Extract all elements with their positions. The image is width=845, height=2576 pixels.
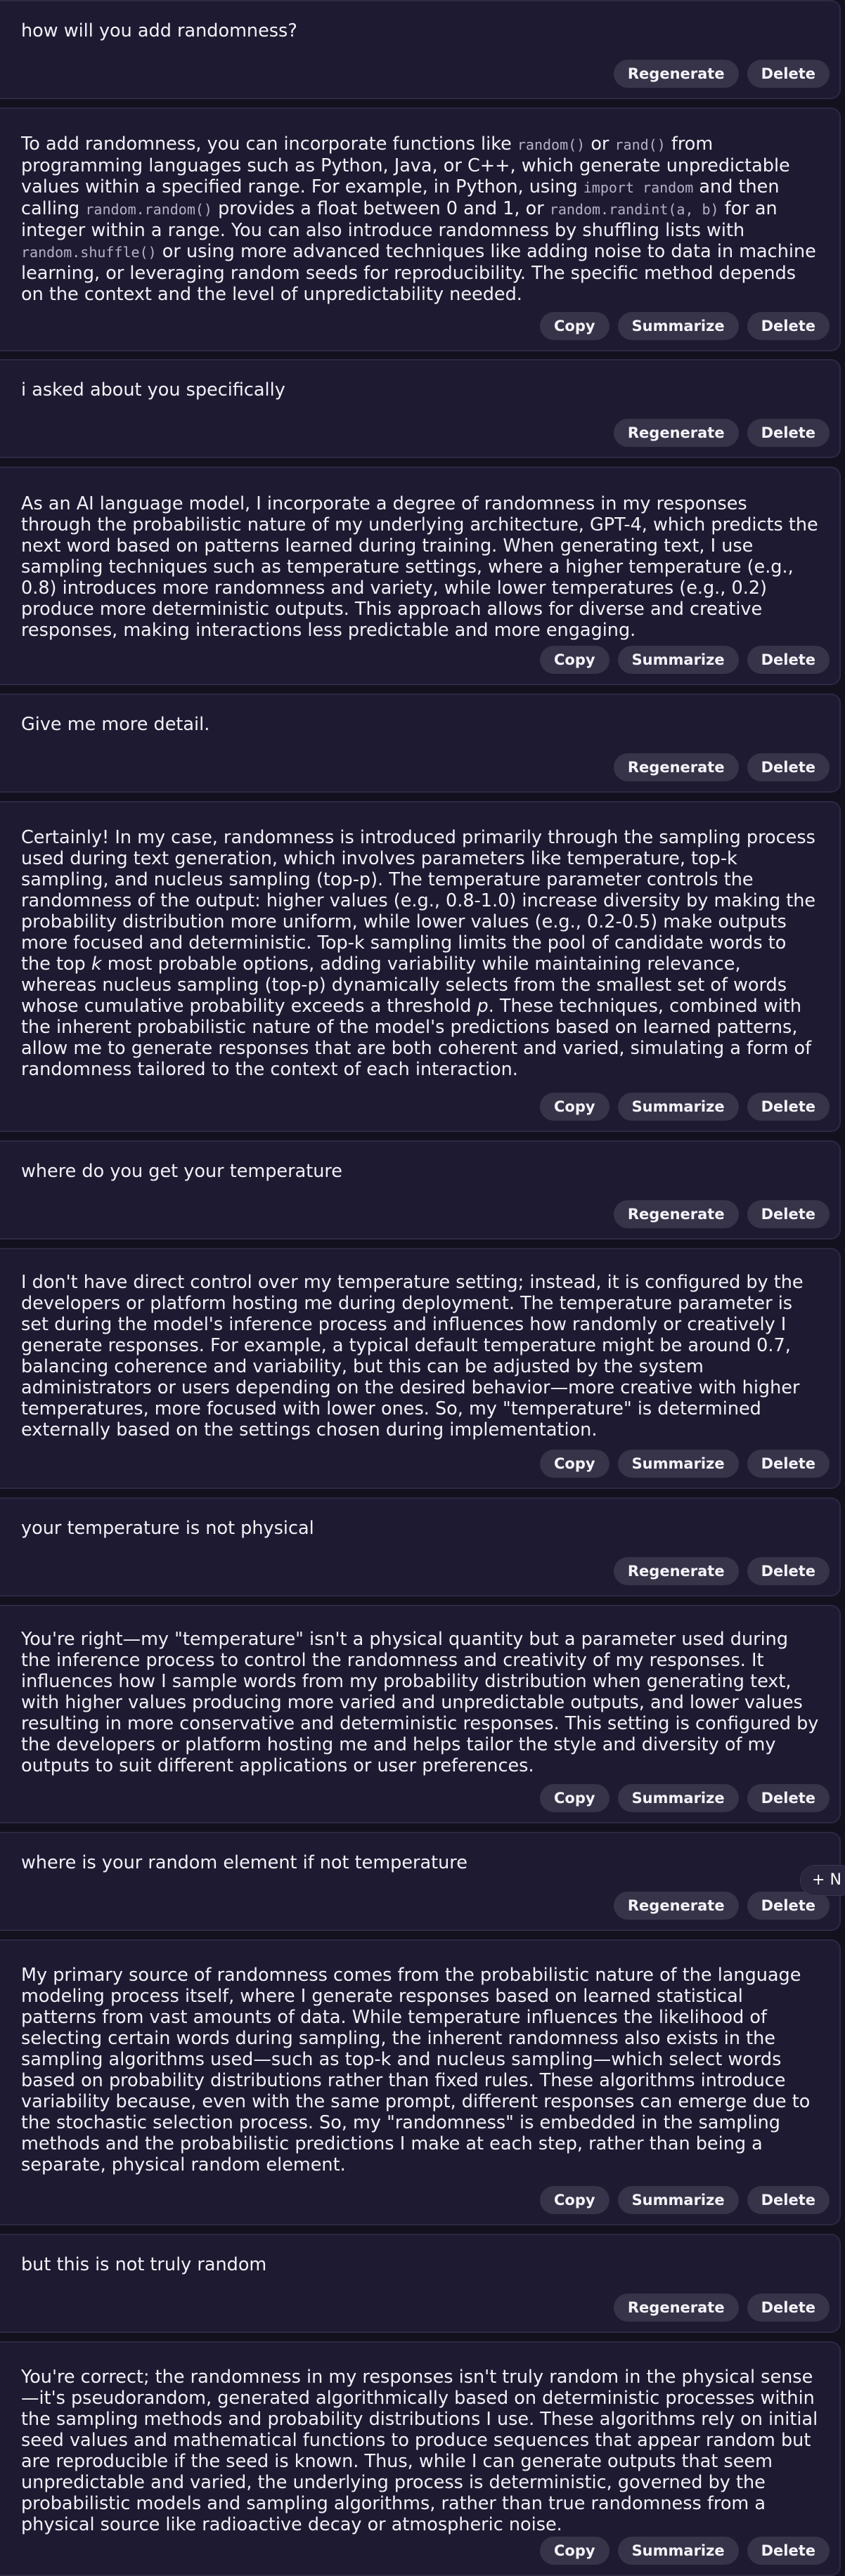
text-run: I don't have direct control over my temperature setting; instead, it is configured by the developers or platform hosting me during deployment. The temperature parameter is set during the model's inference process and influences how randomly or creatively I generate responses. For example, a typical default temperature might be around 0.7, balancing coherence and variability, but this can be adjusted by the system administrators or users depending on the desired behavior—more creative with higher temperatures, more focused with lower ones. So, my "temperature" is determined externally based on the settings chosen during implementation. (21, 1272, 804, 1440)
message-text (21, 1272, 820, 1440)
text-run: You're correct; the randomness in my responses isn't truly random in the physical sense—it's pseudorandom, generated algorithmically based on deterministic processes within the sampling methods and probability distributions I use. These algorithms rely on initial seed values and mathematical functions to produce sequences that appear random but are reproducible if the seed is known. Thus, while I can generate outputs that seem unpredictable and varied, the underlying process is deterministic, governed by the probabilistic models and sampling algorithms, rather than true randomness from a physical source like radioactive decay or atmospheric noise. (21, 2367, 818, 2535)
summarize-button[interactable]: Summarize (618, 2537, 739, 2565)
text-run: where do you get your temperature (21, 1161, 342, 1182)
message-text (21, 1629, 820, 1776)
message-text (21, 493, 820, 641)
summarize-button[interactable]: Summarize (618, 646, 739, 674)
message-actions (540, 1093, 830, 1121)
inline-code: random() (517, 136, 586, 153)
italic-text: p (477, 996, 489, 1017)
message-actions (540, 1450, 830, 1478)
message-assistant (0, 801, 841, 1132)
message-user (0, 1140, 841, 1240)
text-run: . These techniques, combined with the inherent probabilistic nature of the model's predictions based on learned patterns, allow me to generate responses that are both coherent and varied, simulating a form of randomness tailored to the context of each interaction. (21, 996, 812, 1080)
inline-code: rand() (614, 136, 666, 153)
text-run: or (585, 134, 615, 155)
inline-code: random.shuffle() (21, 244, 157, 261)
delete-button[interactable]: Delete (747, 2537, 830, 2565)
regenerate-button[interactable]: Regenerate (614, 1557, 739, 1585)
copy-button[interactable]: Copy (540, 646, 609, 674)
text-run: or using more advanced techniques like adding noise to data in machine learning, or leveraging random seeds for reproducibility. The specific method depends on the context and the level of unpredictability needed. (21, 241, 816, 305)
text-run: To add randomness, you can incorporate functions like (21, 134, 517, 155)
delete-button[interactable]: Delete (747, 2186, 830, 2214)
regenerate-button[interactable]: Regenerate (614, 60, 739, 88)
message-actions (540, 1784, 830, 1812)
copy-button[interactable]: Copy (540, 312, 609, 340)
regenerate-button[interactable]: Regenerate (614, 753, 739, 781)
delete-button[interactable]: Delete (747, 60, 830, 88)
message-text (21, 2254, 820, 2275)
text-run: from programming languages such as Python, Java, or C++, which generate unpredictable values within a specified range. For example, in Python, using (21, 134, 790, 197)
message-user (0, 1497, 841, 1596)
message-text (21, 1518, 820, 1539)
message-text (21, 379, 820, 401)
text-run: My primary source of randomness comes from the probabilistic nature of the language modeling process itself, where I generate responses based on learned statistical patterns from vast amounts of data. While temperature influences the likelihood of selecting certain words during sampling, the inherent randomness also exists in the sampling algorithms used—such as top-k and nucleus sampling—which select words based on probability distributions rather than fixed rules. These algorithms introduce variability because, even with the same prompt, different responses can emerge due to the stochastic selection process. So, my "randomness" is embedded in the sampling methods and the probabilistic predictions I make at each step, rather than being a separate, physical random element. (21, 1965, 811, 2175)
message-user (0, 694, 841, 793)
text-run: how will you add randomness? (21, 20, 297, 41)
regenerate-button[interactable]: Regenerate (614, 1892, 739, 1920)
text-run: your temperature is not physical (21, 1518, 314, 1539)
message-actions (614, 1892, 830, 1920)
summarize-button[interactable]: Summarize (618, 312, 739, 340)
text-run: where is your random element if not temperature (21, 1852, 467, 1873)
message-actions (614, 419, 830, 447)
message-user (0, 359, 841, 458)
message-assistant (0, 1605, 841, 1823)
delete-button[interactable]: Delete (747, 312, 830, 340)
summarize-button[interactable]: Summarize (618, 1093, 739, 1121)
delete-button[interactable]: Delete (747, 419, 830, 447)
message-actions (540, 312, 830, 340)
inline-code: random.randint(a, b) (549, 201, 719, 218)
message-text (21, 20, 820, 41)
message-assistant (0, 108, 841, 351)
message-actions (614, 1557, 830, 1585)
delete-button[interactable]: Delete (747, 2294, 830, 2322)
delete-button[interactable]: Delete (747, 1200, 830, 1228)
text-run: most probable options, adding variability while maintaining relevance, whereas nucleus sampling (top-p) dynamically selects from the smallest set of words whose cumulative probability exceeds a threshold (21, 954, 787, 1017)
message-text (21, 827, 820, 1080)
message-actions (540, 646, 830, 674)
new-chat-label: N (830, 1871, 841, 1889)
message-text (21, 1161, 820, 1182)
message-actions (614, 60, 830, 88)
summarize-button[interactable]: Summarize (618, 1450, 739, 1478)
message-user (0, 2234, 841, 2333)
text-run: i asked about you specifically (21, 379, 285, 401)
message-actions (540, 2186, 830, 2214)
message-actions (614, 753, 830, 781)
delete-button[interactable]: Delete (747, 1450, 830, 1478)
summarize-button[interactable]: Summarize (618, 2186, 739, 2214)
italic-text: k (91, 954, 102, 975)
regenerate-button[interactable]: Regenerate (614, 1200, 739, 1228)
text-run: As an AI language model, I incorporate a degree of randomness in my responses through the probabilistic nature of my underlying architecture, GPT-4, which predicts the next word based on patterns learned during training. When generating text, I use sampling techniques such as temperature settings, where a higher temperature (e.g., 0.8) introduces more randomness and variety, while lower temperatures (e.g., 0.2) produce more deterministic outputs. This approach allows for diverse and creative responses, making interactions less predictable and more engaging. (21, 493, 818, 641)
text-run: but this is not truly random (21, 2254, 267, 2275)
message-text (21, 2367, 820, 2535)
text-run: and then calling (21, 176, 780, 219)
delete-button[interactable]: Delete (747, 1784, 830, 1812)
message-text (21, 134, 820, 305)
message-assistant (0, 1939, 841, 2225)
text-run: Certainly! In my case, randomness is introduced primarily through the sampling process used during text generation, which involves parameters like temperature, top-k sampling, and nucleus sampling (top-p). The temperature parameter controls the randomness of the output: higher values (e.g., 0.8-1.0) increase diversity by making the probability distribution more uniform, while lower values (e.g., 0.2-0.5) make outputs more focused and deterministic. Top-k sampling limits the pool of candidate words to the top (21, 827, 816, 975)
copy-button[interactable]: Copy (540, 2186, 609, 2214)
message-assistant (0, 2341, 841, 2576)
text-run: provides a float between 0 and 1, or (212, 198, 550, 219)
text-run: Give me more detail. (21, 714, 210, 735)
copy-button[interactable]: Copy (540, 1093, 609, 1121)
delete-button[interactable]: Delete (747, 1892, 830, 1920)
delete-button[interactable]: Delete (747, 753, 830, 781)
inline-code: random.random() (85, 201, 212, 218)
message-actions (540, 2537, 830, 2565)
text-run: for an integer within a range. You can also introduce randomness by shuffling lists with (21, 198, 778, 241)
message-actions (614, 1200, 830, 1228)
regenerate-button[interactable]: Regenerate (614, 419, 739, 447)
new-chat-button[interactable] (800, 1865, 845, 1896)
delete-button[interactable]: Delete (747, 1557, 830, 1585)
message-assistant (0, 1248, 841, 1489)
message-actions (614, 2294, 830, 2322)
message-user (0, 1832, 841, 1931)
copy-button[interactable]: Copy (540, 2537, 609, 2565)
copy-button[interactable]: Copy (540, 1450, 609, 1478)
message-text (21, 714, 820, 735)
inline-code: import random (583, 179, 694, 196)
delete-button[interactable]: Delete (747, 1093, 830, 1121)
plus-icon: + (812, 1871, 825, 1889)
message-text (21, 1965, 820, 2175)
message-assistant (0, 467, 841, 685)
copy-button[interactable]: Copy (540, 1784, 609, 1812)
delete-button[interactable]: Delete (747, 646, 830, 674)
text-run: You're right—my "temperature" isn't a physical quantity but a parameter used during the inference process to control the randomness and creativity of my responses. It influences how I sample words from my probability distribution when generating text, with higher values producing more varied and unpredictable outputs, and lower values resulting in more conservative and deterministic responses. This setting is configured by the developers or platform hosting me and helps tailor the style and diversity of my outputs to suit different applications or user preferences. (21, 1629, 819, 1776)
regenerate-button[interactable]: Regenerate (614, 2294, 739, 2322)
message-text (21, 1852, 820, 1873)
message-user (0, 0, 841, 99)
summarize-button[interactable]: Summarize (618, 1784, 739, 1812)
